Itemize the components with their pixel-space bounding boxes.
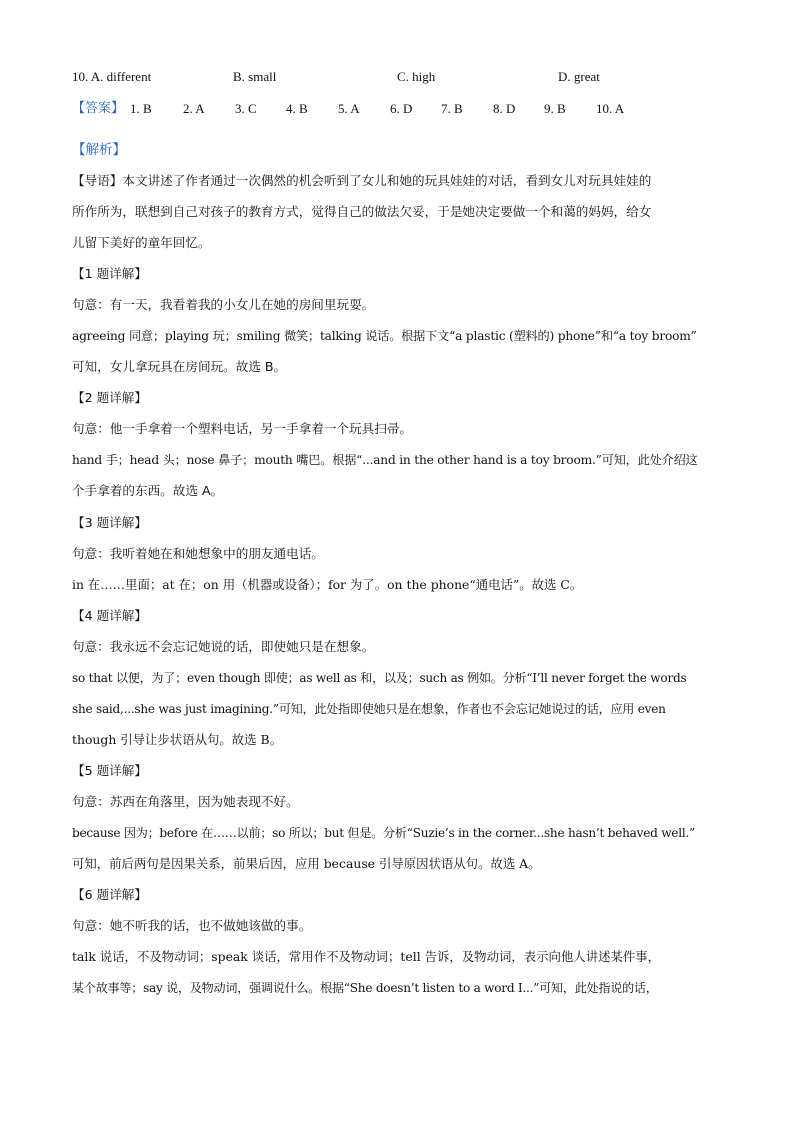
answer-item: 1. B: [130, 101, 152, 116]
q4-heading: 【4 题详解】: [72, 608, 147, 623]
answer-item: 5. A: [338, 101, 360, 116]
intro-line: 儿留下美好的童年回忆。: [72, 235, 211, 250]
q6-heading: 【6 题详解】: [72, 887, 147, 902]
q2-meaning: 句意：他一手拿着一个塑料电话，另一手拿着一个玩具扫帚。: [72, 421, 413, 436]
answer-item: 4. B: [286, 101, 308, 116]
q3-explanation: in 在……里面；at 在；on 用（机器或设备）；for 为了。on the phone“通电话”。故选 C。: [72, 577, 583, 592]
q6-explanation: 某个故事等；say 说，及物动词，强调说什么。根据“She doesn’t listen to a word I...”可知，此处指说的话，: [72, 981, 658, 995]
answer-item: 9. B: [544, 101, 566, 116]
q1-heading: 【1 题详解】: [72, 266, 147, 281]
q10-option-a: 10. A. different: [72, 69, 152, 84]
q6-explanation: talk 说话，不及物动词；speak 谈话，常用作不及物动词；tell 告诉，及物动词，表示向他人讲述某件事，: [72, 949, 661, 964]
q6-meaning: 句意：她不听我的话，也不做她该做的事。: [72, 918, 312, 933]
q1-meaning: 句意：有一天，我看着我的小女儿在她的房间里玩耍。: [72, 297, 375, 312]
q1-conclusion: 可知，女儿拿玩具在房间玩。故选 B。: [72, 359, 287, 374]
answer-item: 8. D: [493, 101, 516, 116]
q5-meaning: 句意：苏西在角落里，因为她表现不好。: [72, 794, 299, 809]
intro-line: 【导语】本文讲述了作者通过一次偶然的机会听到了女儿和她的玩具娃娃的对话，看到女儿对玩具娃娃的: [72, 173, 652, 188]
q4-explanation: so that 以便，为了；even though 即使；as well as 和，以及；such as 例如。分析“I’ll never forget the words: [72, 671, 687, 685]
q4-explanation: she said,...she was just imagining.”可知，此处指即使她只是在想象，作者也不会忘记她说过的话，应用 even: [72, 702, 666, 716]
q10-option-c: C. high: [397, 69, 436, 84]
q4-meaning: 句意：我永远不会忘记她说的话，即使她只是在想象。: [72, 639, 375, 654]
q3-heading: 【3 题详解】: [72, 515, 147, 530]
answer-item: 10. A: [596, 101, 625, 116]
analysis-label: 【解析】: [72, 142, 126, 158]
q5-conclusion: 可知，前后两句是因果关系，前果后因，应用 because 引导原因状语从句。故选 A。: [72, 856, 541, 871]
answer-label: 【答案】: [72, 101, 125, 116]
q3-meaning: 句意：我听着她在和她想象中的朋友通电话。: [72, 546, 324, 561]
q2-heading: 【2 题详解】: [72, 390, 147, 405]
q5-heading: 【5 题详解】: [72, 763, 147, 778]
answer-item: 6. D: [390, 101, 413, 116]
q1-explanation: agreeing 同意；playing 玩；smiling 微笑；talking 说话。根据下文“a plastic (塑料的) phone”和“a toy broom”: [72, 329, 697, 343]
answer-item: 7. B: [441, 101, 463, 116]
q4-conclusion: though 引导让步状语从句。故选 B。: [72, 732, 282, 747]
q10-option-b: B. small: [233, 69, 277, 84]
q2-conclusion: 个手拿着的东西。故选 A。: [72, 483, 224, 498]
intro-line: 所作所为，联想到自己对孩子的教育方式，觉得自己的做法欠妥，于是她决定要做一个和蔼的妈妈，给女: [72, 204, 652, 219]
answer-item: 3. C: [235, 101, 257, 116]
q2-explanation: hand 手；head 头；nose 鼻子；mouth 嘴巴。根据“...and in the other hand is a toy broom.”可知，此处介绍这: [72, 453, 698, 467]
q5-explanation: because 因为；before 在……以前；so 所以；but 但是。分析“Suzie’s in the corner...she hasn’t behaved well.”: [72, 826, 695, 840]
q10-option-d: D. great: [558, 69, 600, 84]
answer-item: 2. A: [183, 101, 205, 116]
